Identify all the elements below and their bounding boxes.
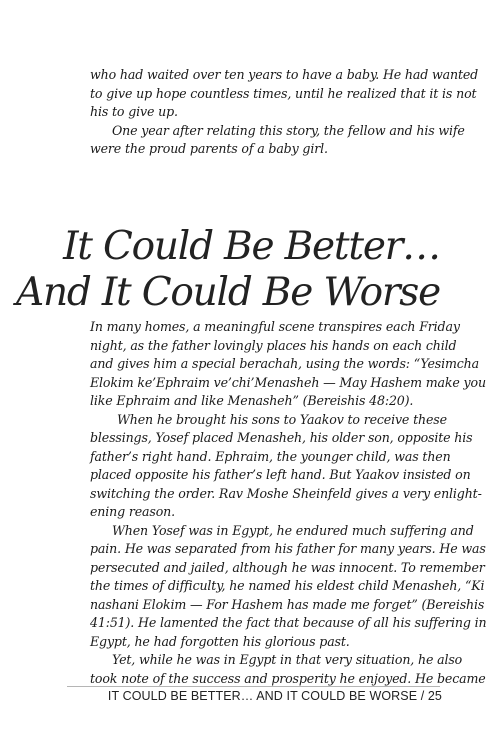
chapter-title-line-2: And It Could Be Worse — [16, 270, 440, 316]
text-line: persecuted and jailed, although he was innocent. To remember — [90, 559, 485, 575]
text-line: pain. He was separated from his father for many years. He was — [90, 541, 486, 556]
text-line: ening reason. — [90, 504, 175, 519]
running-head: IT COULD BE BETTER… AND IT COULD BE WORSE / 25 — [107, 689, 442, 703]
text-line: and gives him a special berachah, using the words: “Yesimcha — [90, 356, 479, 371]
text-line: like Ephraim and like Menasheh” (Bereishis 48:20). — [90, 393, 414, 408]
chapter-body — [90, 318, 487, 688]
text-line: father’s right hand. Ephraim, the younger child, was then — [90, 448, 451, 464]
text-line: placed opposite his father’s left hand. But Yaakov insisted on — [90, 467, 471, 482]
text-line: One year after relating this story, the fellow and his wife — [112, 122, 465, 138]
text-line: who had waited over ten years to have a baby. He had wanted — [90, 67, 479, 82]
text-line: nashani Elokim — For Hashem has made me forget” (Bereishis — [90, 596, 485, 612]
text-line: switching the order. Rav Moshe Sheinfeld gives a very enlight- — [90, 485, 482, 501]
footer-rule — [67, 686, 440, 687]
opening-text — [90, 66, 479, 159]
text-line: were the proud parents of a baby girl. — [90, 141, 328, 156]
text-line: night, as the father lovingly places his hands on each child — [90, 337, 457, 353]
paragraph — [90, 651, 486, 688]
paragraph — [90, 411, 482, 522]
chapter-title-line-1: It Could Be Better… — [63, 224, 440, 270]
text-line: Yet, while he was in Egypt in that very situation, he also — [112, 652, 463, 667]
paragraph — [90, 522, 487, 652]
text-line: his to give up. — [90, 104, 178, 119]
text-line: blessings, Yosef placed Menasheh, his older son, opposite his — [90, 430, 473, 445]
text-line: to give up hope countless times, until he realized that it is not — [90, 85, 477, 101]
text-line: Egypt, he had forgotten his glorious past. — [90, 633, 350, 649]
text-line: 41:51). He lamented the fact that because of all his suffering in — [90, 615, 487, 630]
chapter-title — [0, 224, 440, 316]
paragraph — [90, 318, 486, 411]
text-line: When Yosef was in Egypt, he endured much suffering and — [112, 522, 474, 538]
text-line: the times of difficulty, he named his eldest child Menasheh, “Ki — [90, 578, 485, 593]
text-line: took note of the success and prosperity he enjoyed. He became — [90, 670, 486, 686]
text-line: When he brought his sons to Yaakov to receive these — [117, 411, 447, 427]
text-line: Elokim ke’Ephraim ve’chi’Menasheh — May Hashem make you — [90, 374, 486, 390]
text-line: In many homes, a meaningful scene transpires each Friday — [90, 319, 460, 334]
